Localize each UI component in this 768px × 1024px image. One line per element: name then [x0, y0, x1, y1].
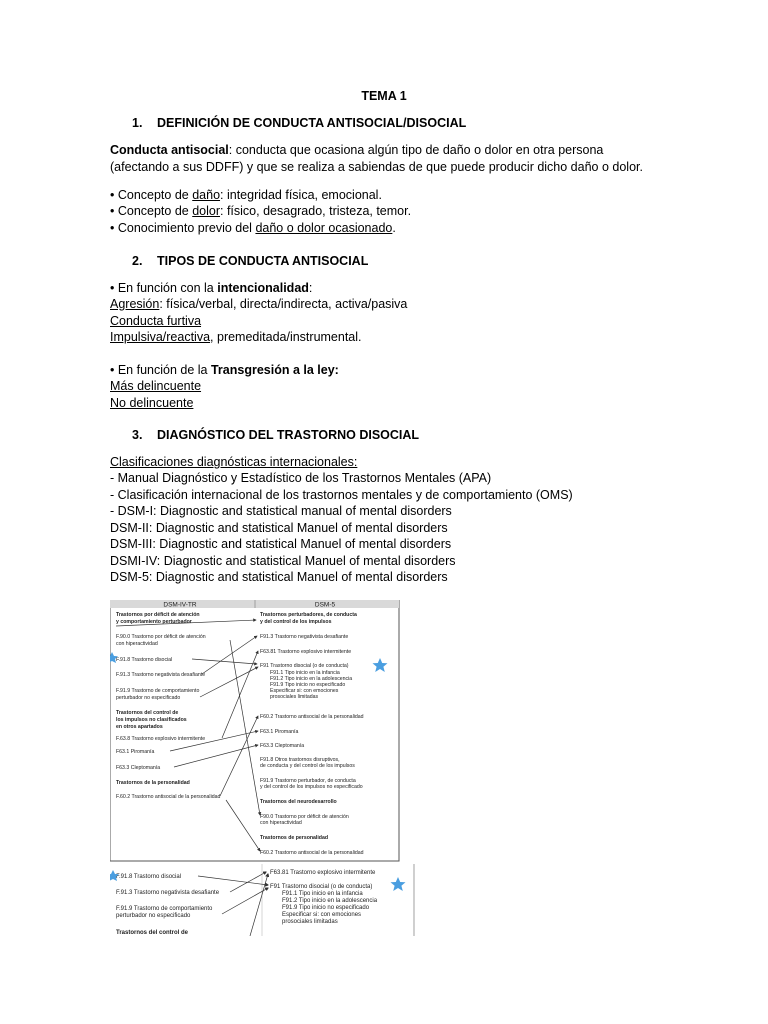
section-2-heading: TIPOS DE CONDUCTA ANTISOCIAL	[157, 254, 369, 268]
fig-right-item: F91.8 Otros trastornos disruptivos,	[260, 757, 340, 763]
fig-left-item: F.91.8 Trastorno disocial	[116, 657, 173, 663]
fig2-right-item: F91.9 Tipo inicio no especificado	[282, 905, 370, 911]
clasificacion-line: DSM-II: Diagnostic and statistical Manuel of mental disorders	[110, 521, 448, 535]
fig-left-item: y comportamiento perturbador	[116, 619, 192, 625]
agresion-text: : física/verbal, directa/indirecta, activa/pasiva	[159, 297, 408, 311]
fig2-left-item: F.91.9 Trastorno de comportamiento	[116, 906, 213, 912]
definition-line-2: (afectando a sus DDFF) y que se realiza a sabiendas de que puede producir dicho daño o dolor.	[110, 160, 643, 174]
intencionalidad-line	[110, 280, 312, 296]
clasificacion-line: - DSM-I: Diagnostic and statistical manual of mental disorders	[110, 504, 452, 518]
section-3-number: 3.	[132, 428, 143, 442]
fig-right-item: F91.2 Tipo inicio en la adolescencia	[270, 676, 353, 682]
group-term: intencionalidad	[217, 281, 309, 295]
bullet-text: : físico, desagrado, tristeza, temor.	[220, 204, 412, 218]
bullet-dolor	[110, 203, 411, 219]
fig-left-item: F63.1 Piromanía	[116, 749, 155, 755]
fig-left-item: Trastornos de la personalidad	[116, 780, 190, 786]
fig2-left-item: F.91.8 Trastorno disocial	[116, 874, 182, 880]
fig-right-item: Especificar si: con emociones	[270, 688, 339, 694]
bullet-prefix: • Concepto de	[110, 204, 193, 218]
bullet-prefix: • Conocimiento previo del	[110, 221, 256, 235]
fig-right-item: F63.81 Trastorno explosivo intermitente	[260, 649, 352, 655]
fig-right-item: con hiperactividad	[260, 820, 302, 826]
header-right: DSM-5	[314, 601, 336, 609]
fig-left-item: F.90.0 Trastorno por déficit de atención	[116, 634, 206, 640]
fig2-right-item: prosociales limitadas	[282, 919, 338, 925]
fig-left-item: Trastornos por déficit de atención	[116, 612, 200, 618]
impulsiva-text: , premeditada/instrumental.	[210, 330, 362, 344]
group-suffix: :	[308, 281, 313, 295]
fig2-right-item: F91.2 Tipo inicio en la adolescencia	[282, 898, 378, 904]
furtiva-line: Conducta furtiva	[110, 314, 202, 328]
fig-right-item: de conducta y del control de los impulsos	[260, 763, 355, 769]
bullet-text: : integridad física, emocional.	[220, 188, 382, 202]
bullet-term: daño	[192, 188, 221, 202]
fig-right-item: y del control de los impulsos no especificado	[260, 784, 363, 790]
impulsiva-line	[110, 329, 362, 345]
fig-right-item: F63.3 Cleptomanía	[260, 743, 305, 749]
fig2-left-item: Trastornos del control de	[116, 930, 189, 936]
bullet-text: .	[392, 221, 396, 235]
agresion-term: Agresión	[110, 297, 160, 311]
bullet-term: dolor	[192, 204, 221, 218]
definition-text: : conducta que ocasiona algún tipo de daño o dolor en otra persona	[228, 143, 604, 157]
bullet-dano	[110, 187, 382, 203]
definition-term: Conducta antisocial	[110, 143, 229, 157]
fig-left-item: perturbador no especificado	[116, 695, 181, 701]
fig-left-item: F.63.8 Trastorno explosivo intermitente	[116, 736, 206, 742]
agresion-line	[110, 296, 407, 312]
clasificacion-line: DSM-5: Diagnostic and statistical Manuel of mental disorders	[110, 570, 448, 584]
fig-left-item: F.91.3 Trastorno negativista desafiante	[116, 672, 206, 678]
transgresion-line	[110, 362, 339, 378]
fig-right-item: F91.9 Tipo inicio no especificado	[270, 682, 346, 688]
fig-right-item: Trastornos perturbadores, de conducta	[260, 612, 357, 618]
fig-left-item: F63.3 Cleptomanía	[116, 765, 161, 771]
fig-left-item: F.91.9 Trastorno de comportamiento	[116, 688, 200, 694]
clasificaciones-heading: Clasificaciones diagnósticas internacionales:	[110, 455, 358, 469]
fig-right-item: Trastornos del neurodesarrollo	[260, 799, 337, 805]
dsm-comparison-diagram	[110, 600, 400, 862]
group-term: Transgresión a la ley:	[210, 363, 339, 377]
fig-right-item: F60.2 Trastorno antisocial de la personalidad	[260, 850, 364, 856]
fig-right-item: F91.9 Trastorno perturbador, de conducta	[260, 778, 356, 784]
definition-line-1	[110, 142, 603, 158]
fig-right-item: F90.0 Trastorno por déficit de atención	[260, 814, 349, 820]
fig-left-item: F.60.2 Trastorno antisocial de la personalidad	[116, 794, 221, 800]
group-prefix: • En función de la	[110, 363, 211, 377]
page-title: TEMA 1	[361, 89, 407, 103]
fig-left-item: con hiperactividad	[116, 641, 158, 647]
fig-right-item: Trastornos de personalidad	[260, 835, 329, 841]
fig-right-item: F91 Trastorno disocial (o de conducta)	[260, 663, 349, 669]
section-1-heading: DEFINICIÓN DE CONDUCTA ANTISOCIAL/DISOCIAL	[157, 116, 467, 130]
clasificacion-line: - Clasificación internacional de los trastornos mentales y de comportamiento (OMS)	[110, 488, 573, 502]
fig-right-item: F91.3 Trastorno negativista desafiante	[260, 634, 349, 640]
fig2-right-item: F91 Trastorno disocial (o de conducta)	[270, 884, 373, 890]
fig-right-item: F63.1 Piromanía	[260, 729, 299, 735]
clasificacion-line: - Manual Diagnóstico y Estadístico de los Trastornos Mentales (APA)	[110, 471, 492, 485]
mas-delincuente: Más delincuente	[110, 379, 202, 393]
fig-left-item: los impulsos no clasificados	[116, 717, 187, 723]
section-3-heading: DIAGNÓSTICO DEL TRASTORNO DISOCIAL	[157, 428, 420, 442]
fig-right-item: F91.1 Tipo inicio en la infancia	[270, 670, 340, 676]
fig2-left-item: F.91.3 Trastorno negativista desafiante	[116, 890, 220, 896]
bullet-conocimiento	[110, 220, 396, 236]
fig2-right-item: F91.1 Tipo inicio en la infancia	[282, 891, 363, 897]
bullet-term: daño o dolor ocasionado	[255, 221, 393, 235]
impulsiva-term: Impulsiva/reactiva	[110, 330, 211, 344]
section-1-number: 1.	[132, 116, 143, 130]
fig-left-item: en otros apartados	[116, 724, 163, 730]
fig-right-item: prosociales limitadas	[270, 694, 319, 700]
section-2-number: 2.	[132, 254, 143, 268]
dsm-detail-diagram	[110, 864, 416, 936]
group-prefix: • En función con la	[110, 281, 218, 295]
bullet-prefix: • Concepto de	[110, 188, 193, 202]
clasificacion-line: DSM-III: Diagnostic and statistical Manuel of mental disorders	[110, 537, 452, 551]
no-delincuente: No delincuente	[110, 396, 194, 410]
header-left: DSM-IV-TR	[163, 601, 197, 609]
figure-header-bar	[110, 600, 399, 608]
fig2-right-item: F63.81 Trastorno explosivo intermitente	[270, 870, 376, 876]
fig2-left-item: perturbador no especificado	[116, 913, 191, 919]
clasificacion-line: DSMI-IV: Diagnostic and statistical Manuel of mental disorders	[110, 554, 456, 568]
dsm-comparison-figure	[110, 600, 400, 862]
fig-left-item: Trastornos del control de	[116, 710, 179, 716]
fig2-right-item: Especificar si: con emociones	[282, 912, 362, 918]
fig-right-item: F60.2 Trastorno antisocial de la personalidad	[260, 714, 364, 720]
fig-right-item: y del control de los impulsos	[260, 619, 332, 625]
dsm-detail-figure	[110, 864, 416, 936]
